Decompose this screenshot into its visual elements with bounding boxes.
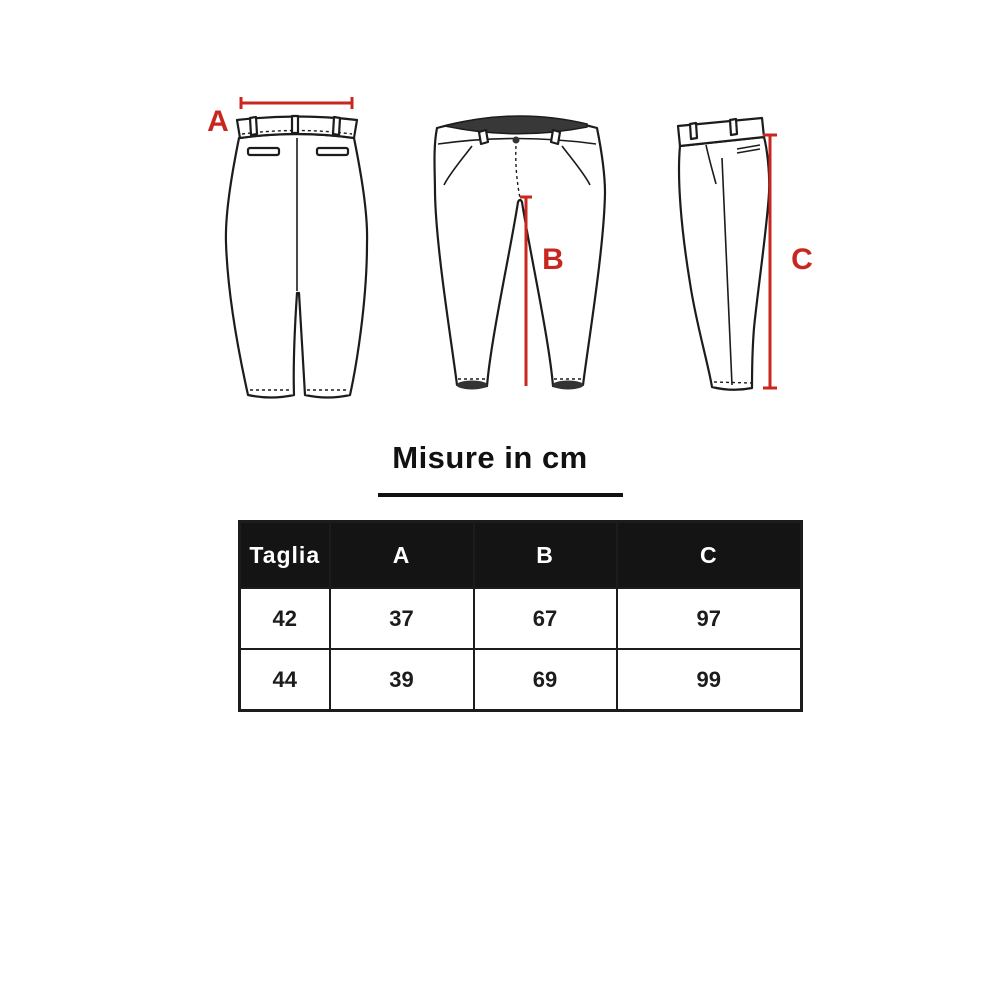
measure-a-value: 37 — [330, 588, 474, 649]
back-pocket-right — [317, 148, 348, 155]
belt-loop — [250, 117, 257, 135]
belt-loop — [730, 119, 737, 135]
pants-side-body — [679, 137, 769, 390]
measure-b-value: 67 — [474, 588, 617, 649]
col-header-size: Taglia — [240, 522, 330, 589]
col-header-a: A — [330, 522, 474, 589]
hem-opening-right — [553, 381, 584, 390]
measure-b-value: 69 — [474, 649, 617, 711]
hem-opening-left — [457, 381, 488, 390]
pants-side-view — [650, 88, 830, 408]
page-title: Misure in cm — [392, 440, 588, 475]
back-pocket-left — [248, 148, 279, 155]
belt-loop — [333, 117, 340, 135]
measure-c-value: 99 — [617, 649, 802, 711]
belt-loop — [292, 116, 298, 133]
pants-back-view — [195, 88, 375, 408]
belt-loop — [479, 130, 488, 144]
measure-line-a — [241, 97, 352, 109]
size-value: 42 — [240, 588, 330, 649]
title-underline — [378, 493, 623, 497]
measure-label-a: A — [207, 105, 229, 138]
belt-loop — [551, 130, 560, 144]
measure-a-value: 39 — [330, 649, 474, 711]
header-row — [240, 522, 802, 589]
waist-button — [513, 137, 520, 144]
size-table — [238, 520, 803, 712]
col-header-c: C — [617, 522, 802, 589]
measure-label-b: B — [542, 243, 564, 276]
size-value: 44 — [240, 649, 330, 711]
table-row-size-42 — [240, 588, 802, 649]
measure-label-c: C — [791, 243, 813, 276]
size-table-header — [240, 522, 802, 589]
belt-loop — [690, 123, 697, 139]
table-row-size-44 — [240, 649, 802, 711]
pants-front-view — [425, 88, 615, 408]
col-header-b: B — [474, 522, 617, 589]
measure-c-value: 97 — [617, 588, 802, 649]
pants-front-body — [435, 117, 606, 388]
